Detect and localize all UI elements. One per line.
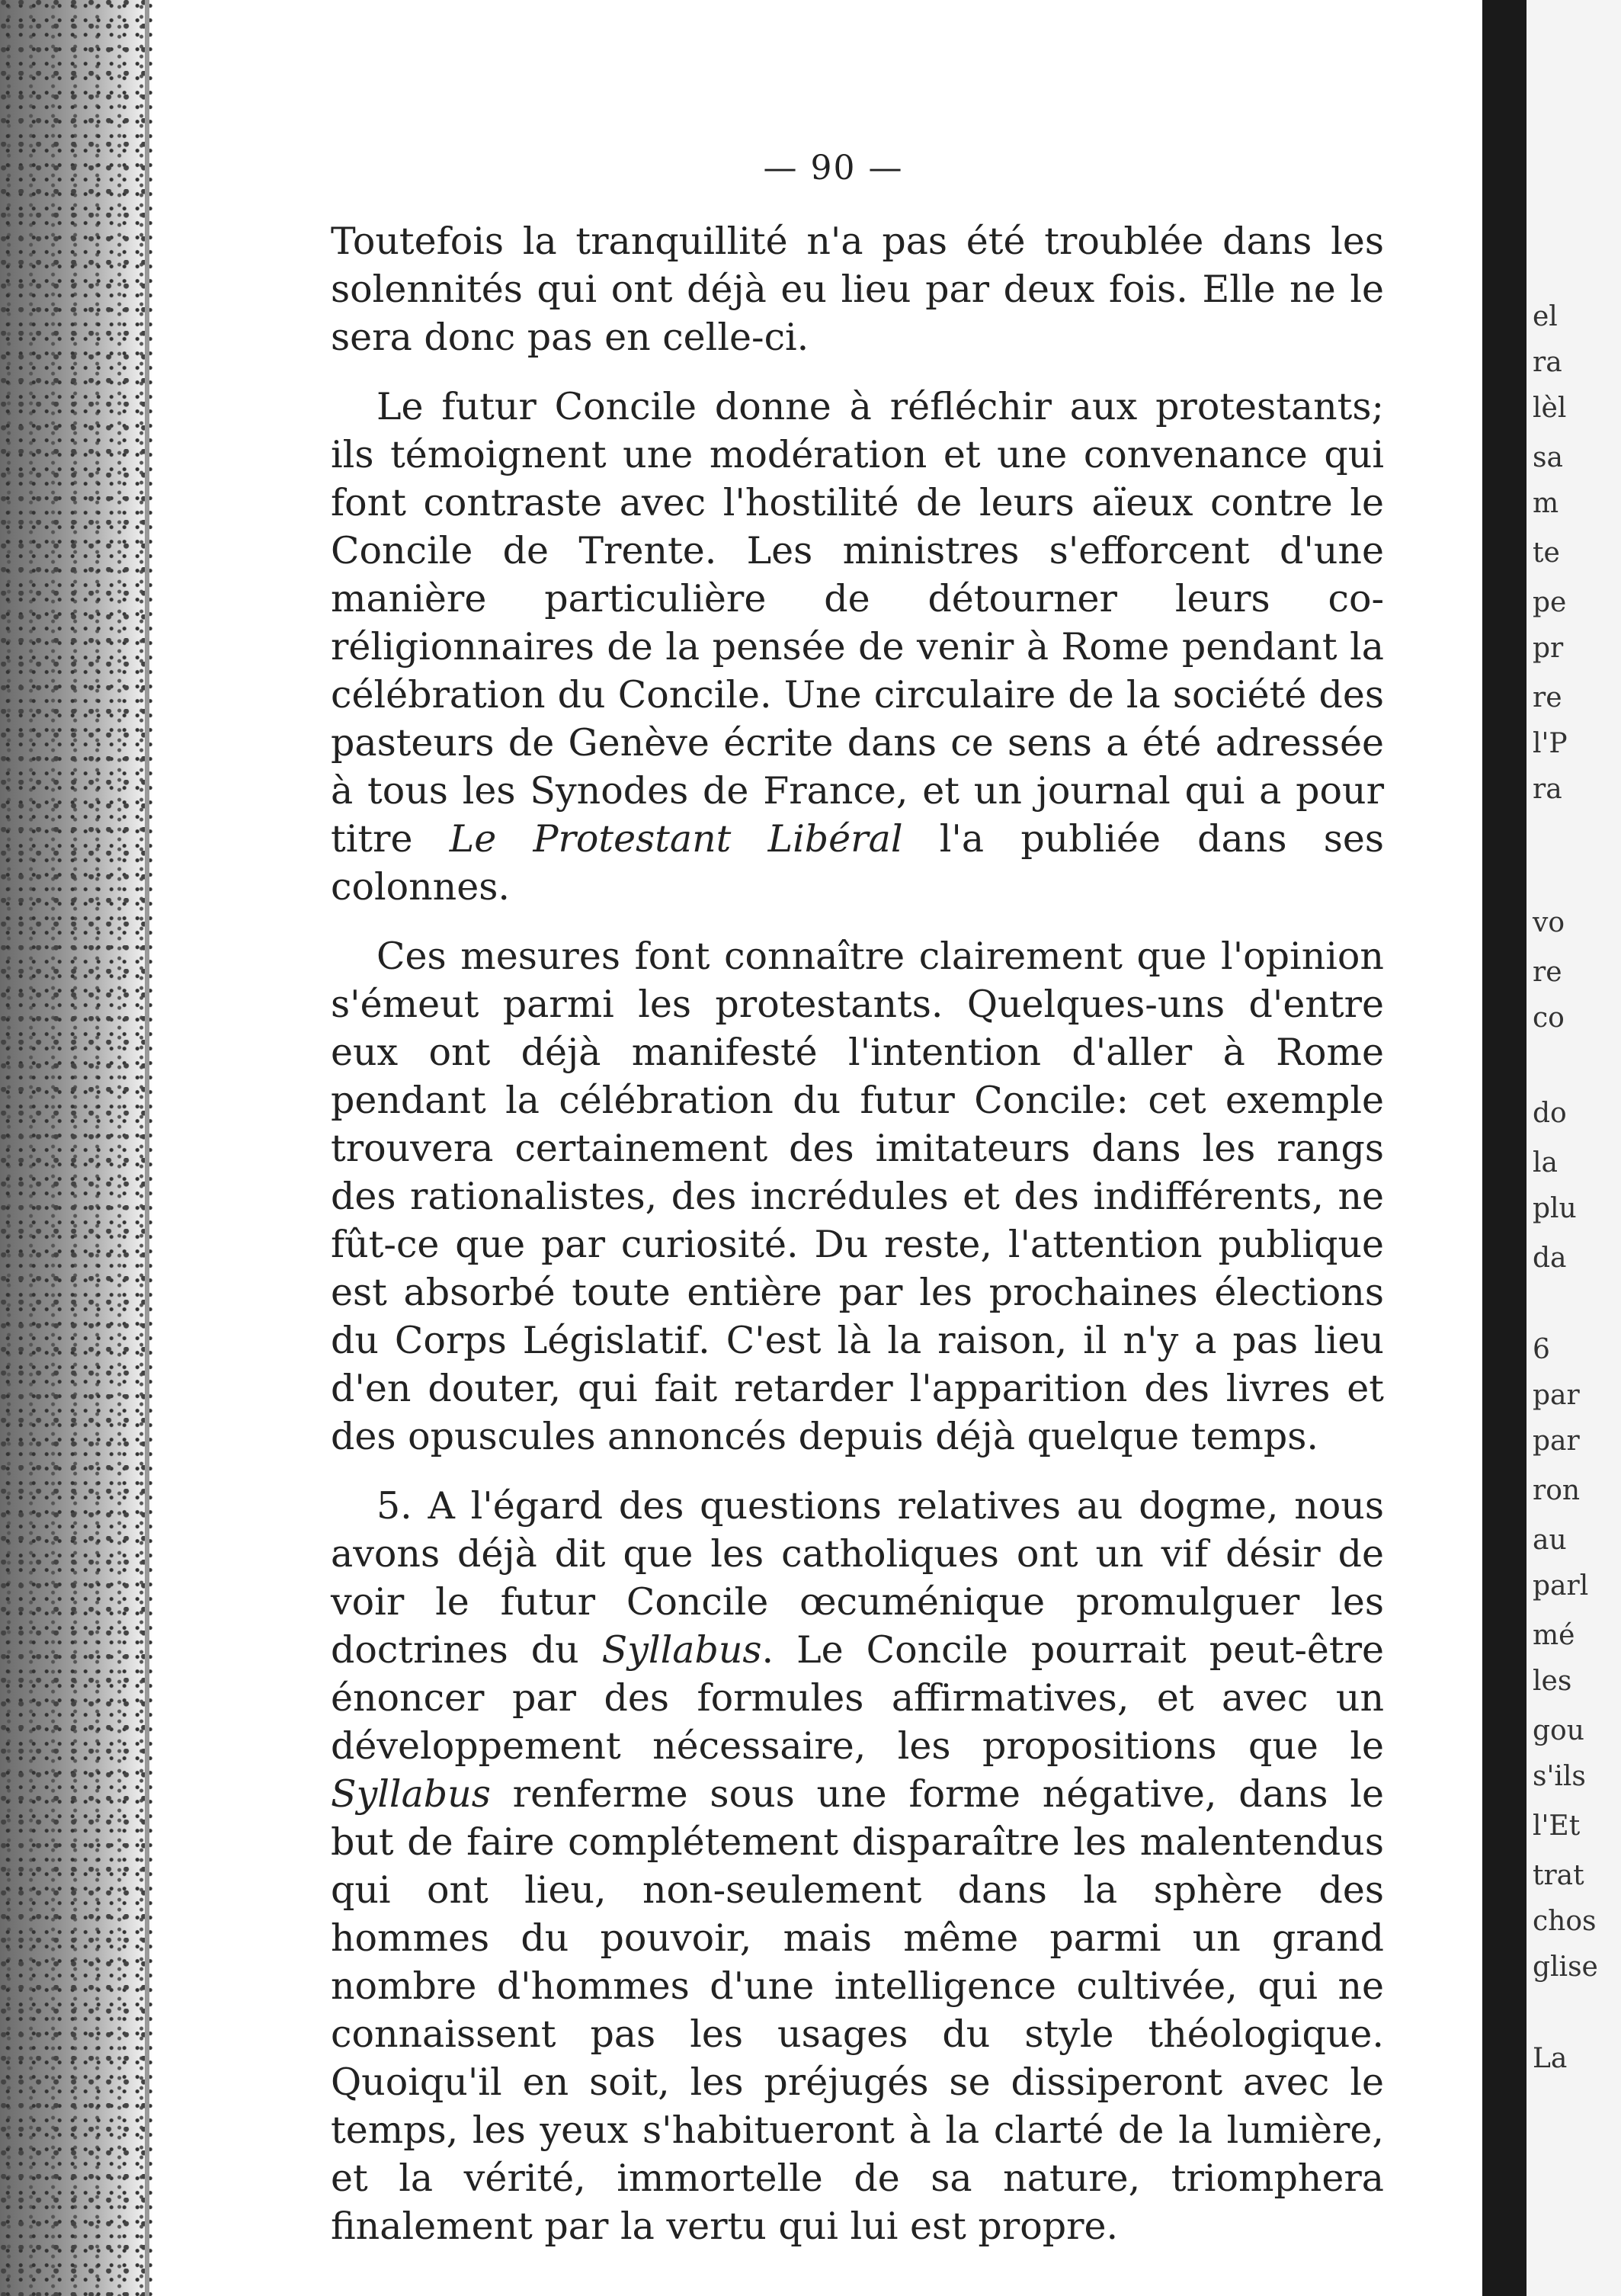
adjacent-page-fragment: glise	[1533, 1951, 1598, 1983]
adjacent-page-fragment: la	[1533, 1147, 1558, 1178]
adjacent-page-fragment: au	[1533, 1525, 1567, 1556]
adjacent-page-fragment: m	[1533, 488, 1559, 519]
adjacent-page-fragment: ra	[1533, 347, 1562, 378]
adjacent-page-fragment: par	[1533, 1380, 1580, 1411]
text-run: 5. A l'égard des questions relatives au dogme, nous avons déjà dit que les catholiques ont un vif désir de voir le futur Concile œcuménique promulguer les doctrines du	[331, 1484, 1384, 1672]
adjacent-page-fragment: plu	[1533, 1193, 1577, 1224]
paragraph-1	[331, 217, 1384, 361]
adjacent-page-fragment: par	[1533, 1425, 1580, 1457]
paragraph-2	[331, 383, 1384, 911]
adjacent-page-fragment: re	[1533, 682, 1562, 713]
adjacent-page-fragment: el	[1533, 301, 1558, 332]
italic-title: Syllabus	[601, 1628, 762, 1672]
adjacent-page-fragment: La	[1533, 2043, 1568, 2074]
italic-title: Syllabus	[331, 1772, 491, 1816]
adjacent-page-fragment: l'Et	[1533, 1810, 1581, 1842]
adjacent-page-fragment: vo	[1533, 907, 1565, 938]
adjacent-page-fragment: s'ils	[1533, 1761, 1586, 1792]
book-binding-edge	[0, 0, 152, 2296]
text-run: l'a publiée dans ses colonnes.	[331, 817, 1384, 909]
adjacent-page-edge	[1526, 0, 1621, 2296]
adjacent-page-fragment: l'P	[1533, 728, 1568, 759]
adjacent-page-fragment: mé	[1533, 1620, 1575, 1651]
adjacent-page-fragment: ra	[1533, 774, 1562, 805]
text-run: Le futur Concile donne à réfléchir aux protestants; ils témoignent une modération et une convenance qui font contraste avec l'hostilité de leurs aïeux contre le Concile de Trente. Les ministres s'efforcent d'une manière particulière de détourner leurs co-réligionnaires de la pensée de venir à Rome pendant la célébration du Concile. Une circulaire de la société des pasteurs de Genève écrite dans ce sens a été adressée à tous les Synodes de France, et un journal qui a pour titre	[331, 385, 1384, 861]
adjacent-page-fragment: te	[1533, 537, 1560, 569]
adjacent-page-fragment: sa	[1533, 442, 1563, 473]
book-gutter	[1482, 0, 1526, 2296]
adjacent-page-fragment: pr	[1533, 633, 1564, 664]
adjacent-page-fragment: re	[1533, 957, 1562, 988]
adjacent-page-fragment: les	[1533, 1666, 1572, 1697]
binding-rule	[145, 0, 149, 2296]
adjacent-page-fragment: co	[1533, 1002, 1565, 1034]
adjacent-page-fragment: parl	[1533, 1570, 1589, 1602]
adjacent-page-fragment: do	[1533, 1098, 1567, 1129]
adjacent-page-fragment: chos	[1533, 1906, 1597, 1937]
paragraph-4	[331, 1482, 1384, 2250]
text-run: Ces mesures font connaître clairement que l'opinion s'émeut parmi les protestants. Quelques-uns d'entre eux ont déjà manifesté l'intention d'aller à Rome pendant la célébration du futur Concile: cet exemple trouvera certainement des imitateurs dans les rangs des rationalistes, des incrédules et des indifférents, ne fût-ce que par curiosité. Du reste, l'attention publique est absorbé toute entière par les prochaines élections du Corps Législatif. C'est là la raison, il n'y a pas lieu d'en douter, qui fait retarder l'apparition des livres et des opuscules annoncés depuis déjà quelque temps.	[331, 935, 1384, 1458]
text-run: renferme sous une forme négative, dans le but de faire complétement disparaître les malentendus qui ont lieu, non-seulement dans la sphère des hommes du pouvoir, mais même parmi un grand nombre d'hommes d'une intelligence cultivée, qui ne connaissent pas les usages du style théologique. Quoiqu'il en soit, les préjugés se dissiperont avec le temps, les yeux s'habitueront à la clarté de la lumière, et la vérité, immortelle de sa nature, triomphera finalement par la vertu qui lui est propre.	[331, 1772, 1384, 2248]
text-run: . Le Concile pourrait peut-être énoncer par des formules affirmatives, et avec un développement nécessaire, les propositions que le	[331, 1628, 1384, 1768]
text-run: Toutefois la tranquillité n'a pas été troublée dans les solennités qui ont déjà eu lieu par deux fois. Elle ne le sera donc pas en celle-ci.	[331, 220, 1384, 359]
adjacent-page-fragment: ron	[1533, 1475, 1581, 1506]
adjacent-page-fragment: da	[1533, 1243, 1567, 1274]
page-body	[331, 217, 1384, 2272]
adjacent-page-fragment: pe	[1533, 587, 1567, 618]
adjacent-page-fragment: 6	[1533, 1334, 1550, 1365]
italic-title: Le Protestant Libéral	[449, 817, 903, 861]
paragraph-3	[331, 932, 1384, 1461]
page-number: — 90 —	[763, 149, 904, 188]
adjacent-page-fragment: lèl	[1533, 393, 1567, 424]
adjacent-page-fragment: gou	[1533, 1715, 1584, 1746]
adjacent-page-fragment: trat	[1533, 1860, 1584, 1891]
